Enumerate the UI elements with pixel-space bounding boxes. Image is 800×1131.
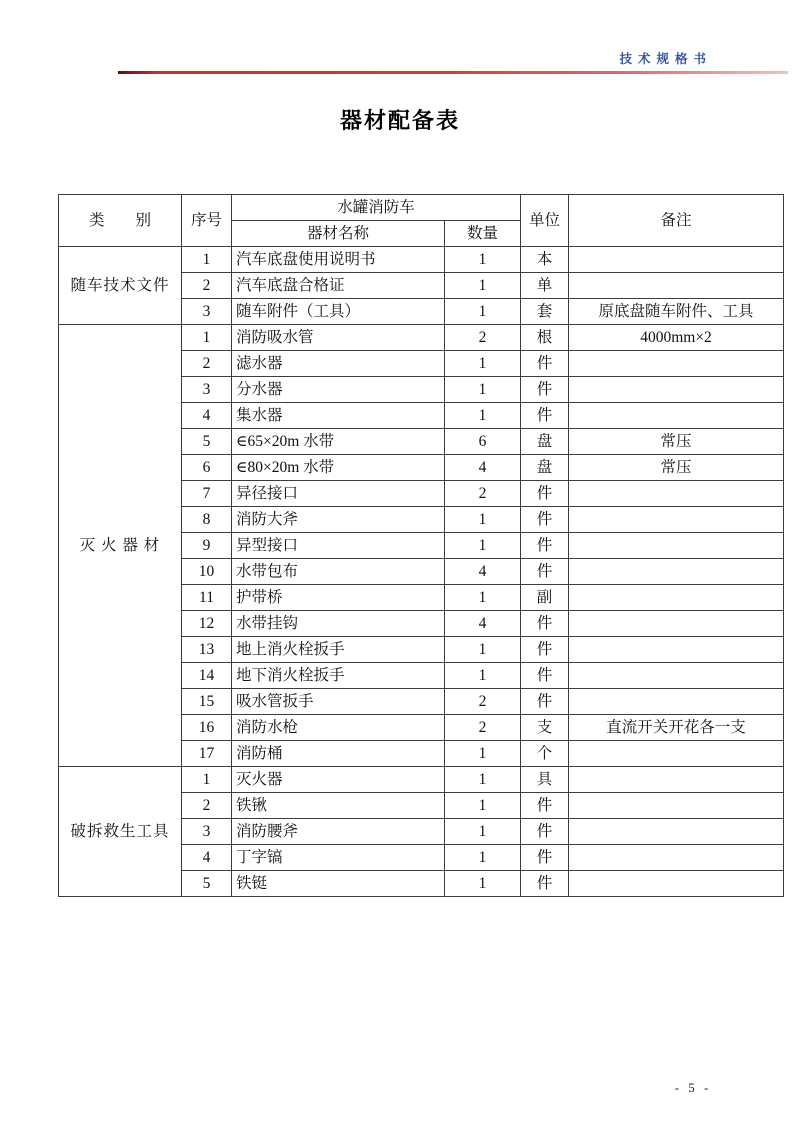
unit-cell: 件 <box>521 377 569 403</box>
unit-cell: 件 <box>521 663 569 689</box>
quantity-cell: 2 <box>445 481 521 507</box>
doc-type-label: 技术规格书 <box>619 52 712 66</box>
quantity-cell: 4 <box>445 559 521 585</box>
unit-cell: 件 <box>521 819 569 845</box>
category-cell: 灭 火 器 材 <box>59 325 182 767</box>
quantity-cell: 1 <box>445 403 521 429</box>
quantity-cell: 6 <box>445 429 521 455</box>
serial-cell: 15 <box>182 689 232 715</box>
remark-cell: 原底盘随车附件、工具 <box>569 299 784 325</box>
equipment-name-cell: 消防水枪 <box>232 715 445 741</box>
category-cell: 随车技术文件 <box>59 247 182 325</box>
quantity-cell: 1 <box>445 871 521 897</box>
equipment-name-cell: 消防吸水管 <box>232 325 445 351</box>
table-row <box>59 767 784 793</box>
header-quantity: 数量 <box>445 221 521 247</box>
equipment-name-cell: ∈80×20m 水带 <box>232 455 445 481</box>
remark-cell <box>569 845 784 871</box>
unit-cell: 具 <box>521 767 569 793</box>
serial-cell: 6 <box>182 455 232 481</box>
equipment-name-cell: 消防腰斧 <box>232 819 445 845</box>
quantity-cell: 4 <box>445 611 521 637</box>
quantity-cell: 1 <box>445 767 521 793</box>
equipment-name-cell: 分水器 <box>232 377 445 403</box>
serial-cell: 3 <box>182 299 232 325</box>
serial-cell: 2 <box>182 793 232 819</box>
serial-cell: 14 <box>182 663 232 689</box>
serial-cell: 17 <box>182 741 232 767</box>
serial-cell: 5 <box>182 871 232 897</box>
quantity-cell: 2 <box>445 689 521 715</box>
remark-cell <box>569 611 784 637</box>
quantity-cell: 1 <box>445 299 521 325</box>
equipment-name-cell: 地下消火栓扳手 <box>232 663 445 689</box>
unit-cell: 件 <box>521 871 569 897</box>
serial-cell: 7 <box>182 481 232 507</box>
header-truck: 水罐消防车 <box>232 195 521 221</box>
serial-cell: 1 <box>182 325 232 351</box>
equipment-name-cell: 地上消火栓扳手 <box>232 637 445 663</box>
table-row <box>59 247 784 273</box>
serial-cell: 4 <box>182 845 232 871</box>
header-unit: 单位 <box>521 195 569 247</box>
unit-cell: 根 <box>521 325 569 351</box>
remark-cell <box>569 247 784 273</box>
equipment-name-cell: 异径接口 <box>232 481 445 507</box>
remark-cell <box>569 819 784 845</box>
remark-cell <box>569 663 784 689</box>
remark-cell: 常压 <box>569 455 784 481</box>
unit-cell: 盘 <box>521 429 569 455</box>
quantity-cell: 1 <box>445 247 521 273</box>
unit-cell: 件 <box>521 611 569 637</box>
header-row-1 <box>59 195 784 221</box>
serial-cell: 3 <box>182 377 232 403</box>
quantity-cell: 1 <box>445 819 521 845</box>
serial-cell: 1 <box>182 247 232 273</box>
unit-cell: 套 <box>521 299 569 325</box>
serial-cell: 12 <box>182 611 232 637</box>
remark-cell <box>569 481 784 507</box>
quantity-cell: 1 <box>445 273 521 299</box>
header-rule <box>118 71 788 74</box>
serial-cell: 3 <box>182 819 232 845</box>
quantity-cell: 1 <box>445 637 521 663</box>
table-body <box>59 247 784 897</box>
unit-cell: 单 <box>521 273 569 299</box>
header-remarks: 备注 <box>569 195 784 247</box>
page-number: - 5 - <box>674 1080 712 1095</box>
remark-cell <box>569 585 784 611</box>
unit-cell: 件 <box>521 845 569 871</box>
unit-cell: 个 <box>521 741 569 767</box>
equipment-name-cell: 吸水管扳手 <box>232 689 445 715</box>
equipment-name-cell: 异型接口 <box>232 533 445 559</box>
equipment-table <box>58 194 784 897</box>
remark-cell <box>569 533 784 559</box>
unit-cell: 件 <box>521 559 569 585</box>
unit-cell: 件 <box>521 689 569 715</box>
serial-cell: 10 <box>182 559 232 585</box>
unit-cell: 件 <box>521 533 569 559</box>
serial-cell: 8 <box>182 507 232 533</box>
equipment-name-cell: 灭火器 <box>232 767 445 793</box>
equipment-name-cell: 消防桶 <box>232 741 445 767</box>
quantity-cell: 1 <box>445 741 521 767</box>
quantity-cell: 1 <box>445 377 521 403</box>
header-serial: 序号 <box>182 195 232 247</box>
header-category: 类 别 <box>59 195 182 247</box>
unit-cell: 件 <box>521 507 569 533</box>
table-header <box>59 195 784 247</box>
quantity-cell: 1 <box>445 507 521 533</box>
remark-cell: 常压 <box>569 429 784 455</box>
quantity-cell: 1 <box>445 351 521 377</box>
page-title: 器材配备表 <box>339 108 460 133</box>
serial-cell: 16 <box>182 715 232 741</box>
remark-cell <box>569 403 784 429</box>
serial-cell: 11 <box>182 585 232 611</box>
quantity-cell: 4 <box>445 455 521 481</box>
serial-cell: 13 <box>182 637 232 663</box>
unit-cell: 件 <box>521 793 569 819</box>
equipment-name-cell: 汽车底盘合格证 <box>232 273 445 299</box>
serial-cell: 5 <box>182 429 232 455</box>
category-cell: 破拆救生工具 <box>59 767 182 897</box>
remark-cell <box>569 507 784 533</box>
table-row <box>59 325 784 351</box>
remark-cell <box>569 637 784 663</box>
quantity-cell: 1 <box>445 533 521 559</box>
serial-cell: 4 <box>182 403 232 429</box>
serial-cell: 2 <box>182 273 232 299</box>
serial-cell: 2 <box>182 351 232 377</box>
quantity-cell: 2 <box>445 715 521 741</box>
equipment-name-cell: 消防大斧 <box>232 507 445 533</box>
unit-cell: 件 <box>521 403 569 429</box>
quantity-cell: 1 <box>445 793 521 819</box>
quantity-cell: 1 <box>445 585 521 611</box>
remark-cell <box>569 273 784 299</box>
equipment-name-cell: 滤水器 <box>232 351 445 377</box>
equipment-name-cell: 铁锹 <box>232 793 445 819</box>
quantity-cell: 1 <box>445 663 521 689</box>
remark-cell <box>569 793 784 819</box>
remark-cell <box>569 559 784 585</box>
equipment-name-cell: 汽车底盘使用说明书 <box>232 247 445 273</box>
remark-cell: 4000mm×2 <box>569 325 784 351</box>
unit-cell: 盘 <box>521 455 569 481</box>
unit-cell: 件 <box>521 637 569 663</box>
equipment-name-cell: 水带包布 <box>232 559 445 585</box>
equipment-name-cell: 水带挂钩 <box>232 611 445 637</box>
quantity-cell: 2 <box>445 325 521 351</box>
serial-cell: 1 <box>182 767 232 793</box>
equipment-name-cell: 集水器 <box>232 403 445 429</box>
unit-cell: 支 <box>521 715 569 741</box>
quantity-cell: 1 <box>445 845 521 871</box>
equipment-name-cell: ∈65×20m 水带 <box>232 429 445 455</box>
equipment-name-cell: 护带桥 <box>232 585 445 611</box>
remark-cell <box>569 377 784 403</box>
remark-cell <box>569 351 784 377</box>
unit-cell: 件 <box>521 481 569 507</box>
unit-cell: 件 <box>521 351 569 377</box>
remark-cell <box>569 871 784 897</box>
equipment-name-cell: 丁字镐 <box>232 845 445 871</box>
unit-cell: 副 <box>521 585 569 611</box>
equipment-name-cell: 铁铤 <box>232 871 445 897</box>
equipment-name-cell: 随车附件（工具） <box>232 299 445 325</box>
unit-cell: 本 <box>521 247 569 273</box>
remark-cell: 直流开关开花各一支 <box>569 715 784 741</box>
remark-cell <box>569 741 784 767</box>
header-equipment-name: 器材名称 <box>232 221 445 247</box>
serial-cell: 9 <box>182 533 232 559</box>
remark-cell <box>569 689 784 715</box>
remark-cell <box>569 767 784 793</box>
